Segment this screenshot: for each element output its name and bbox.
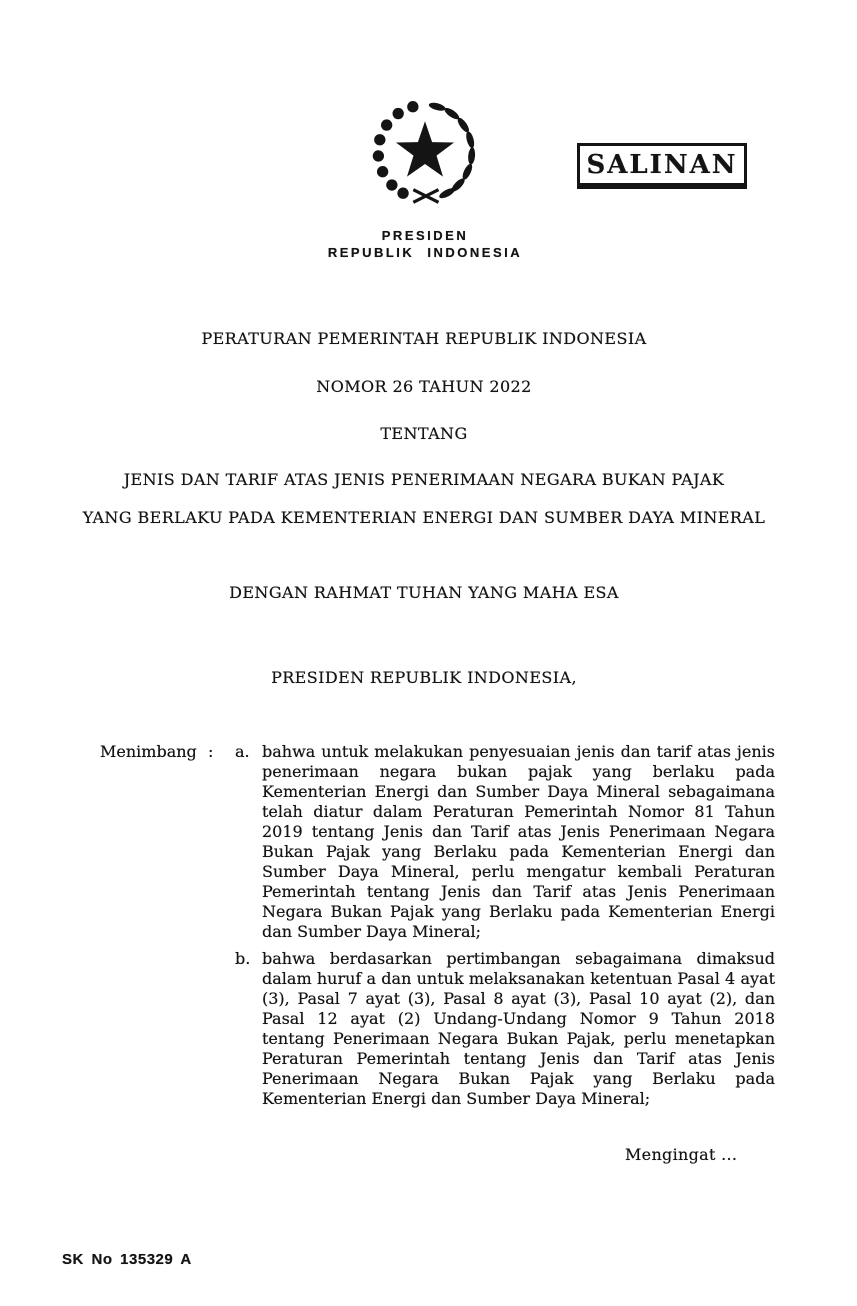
subject-line1: JENIS DAN TARIF ATAS JENIS PENERIMAAN NEGARA BUKAN PAJAK (123, 470, 725, 489)
agency-name-line2: REPUBLIK INDONESIA (327, 245, 523, 260)
considering-item-b (235, 949, 775, 1109)
star-shape (396, 121, 454, 176)
authority-line: PRESIDEN REPUBLIK INDONESIA, (271, 668, 577, 687)
considering-label: Menimbang (100, 742, 197, 761)
considering-item-a-marker: a. (235, 742, 250, 761)
document-control-number: SK No 135329 A (62, 1251, 192, 1268)
considering-item-a-text: bahwa untuk melakukan penyesuaian jenis dan tarif atas jenis penerimaan negara bukan pajak yang berlaku pada Kementerian Energi dan Sumber Daya Mineral sebagaimana telah diatur dalam Peraturan Pemerintah Nomor 81 Tahun 2019 tentang Jenis dan Tarif atas Jenis Penerimaan Negara Bukan Pajak yang Berlaku pada Kementerian Energi dan Sumber Daya Mineral, perlu mengatur kembali Peraturan Pemerintah tentang Jenis dan Tarif atas Jenis Penerimaan Negara Bukan Pajak yang Berlaku pada Kementerian Energi dan Sumber Daya Mineral; (262, 742, 775, 941)
considering-items (235, 742, 775, 1109)
regulation-number: NOMOR 26 TAHUN 2022 (316, 377, 532, 396)
about-label: TENTANG (380, 424, 468, 443)
considering-item-a (235, 742, 775, 942)
regulation-heading: PERATURAN PEMERINTAH REPUBLIK INDONESIA (201, 329, 647, 348)
considering-item-b-marker: b. (235, 949, 251, 968)
subject-line2: YANG BERLAKU PADA KEMENTERIAN ENERGI DAN SUMBER DAYA MINERAL (82, 508, 766, 527)
salinan-copy-stamp: SALINAN (577, 143, 747, 189)
presidential-star-wreath-emblem-icon (362, 96, 488, 206)
catchword-mengingat: Mengingat ... (625, 1145, 738, 1164)
considering-item-b-text: bahwa berdasarkan pertimbangan sebagaimana dimaksud dalam huruf a dan untuk melaksanakan ketentuan Pasal 4 ayat (3), Pasal 7 ayat (3), Pasal 8 ayat (3), Pasal 10 ayat (2), dan Pasal 12 ayat (2) Undang-Undang Nomor 9 Tahun 2018 tentang Penerimaan Negara Bukan Pajak, perlu menetapkan Peraturan Pemerintah tentang Jenis dan Tarif atas Jenis Penerimaan Negara Bukan Pajak yang Berlaku pada Kementerian Energi dan Sumber Daya Mineral; (262, 949, 775, 1108)
considering-separator: : (208, 742, 214, 761)
agency-name-line1: PRESIDEN (381, 228, 469, 243)
invocation-line: DENGAN RAHMAT TUHAN YANG MAHA ESA (229, 583, 619, 602)
